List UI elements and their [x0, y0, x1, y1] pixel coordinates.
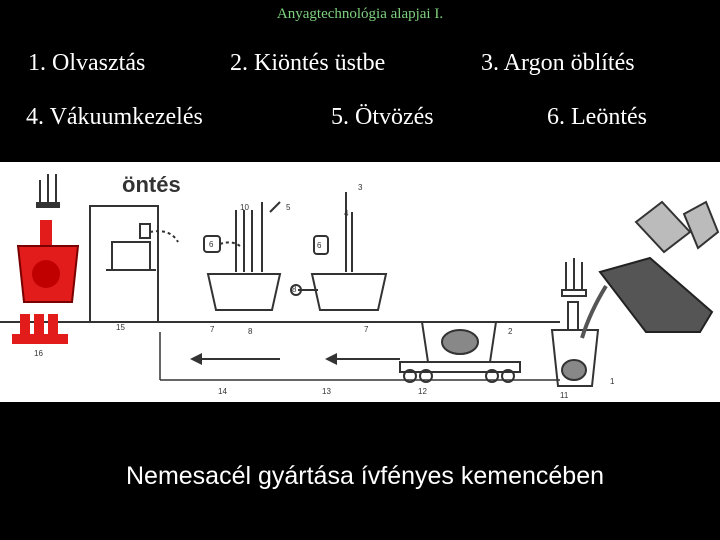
label-7b: 7	[364, 325, 369, 334]
label-10: 10	[240, 203, 249, 212]
label-13: 13	[322, 387, 331, 396]
label-12: 12	[418, 387, 427, 396]
label-14: 14	[218, 387, 227, 396]
label-5: 5	[286, 203, 291, 212]
label-6a: 6	[209, 240, 214, 249]
process-diagram	[0, 162, 720, 402]
diagram-heading: öntés	[122, 172, 181, 197]
step-alloying: 5. Ötvözés	[331, 104, 434, 130]
label-16: 16	[34, 349, 43, 358]
label-11: 11	[560, 391, 569, 400]
step-vacuum-treatment: 4. Vákuumkezelés	[26, 104, 203, 130]
page-header-title: Anyagtechnológia alapjai I.	[276, 6, 444, 22]
step-casting: 6. Leöntés	[547, 104, 647, 130]
step-melting: 1. Olvasztás	[28, 50, 146, 76]
label-6b: 6	[317, 241, 322, 250]
label-3: 3	[358, 183, 363, 192]
label-2: 2	[508, 327, 513, 336]
step-tapping-into-ladle: 2. Kiöntés üstbe	[230, 50, 386, 76]
step-argon-rinsing: 3. Argon öblítés	[481, 50, 635, 76]
label-4: 4	[344, 209, 349, 218]
label-15: 15	[116, 323, 125, 332]
label-8a: 8	[248, 327, 253, 336]
label-7a: 7	[210, 325, 215, 334]
label-8b: 8	[292, 285, 297, 294]
slide-caption: Nemesacél gyártása ívfényes kemencében	[125, 462, 605, 490]
label-1: 1	[610, 377, 615, 386]
